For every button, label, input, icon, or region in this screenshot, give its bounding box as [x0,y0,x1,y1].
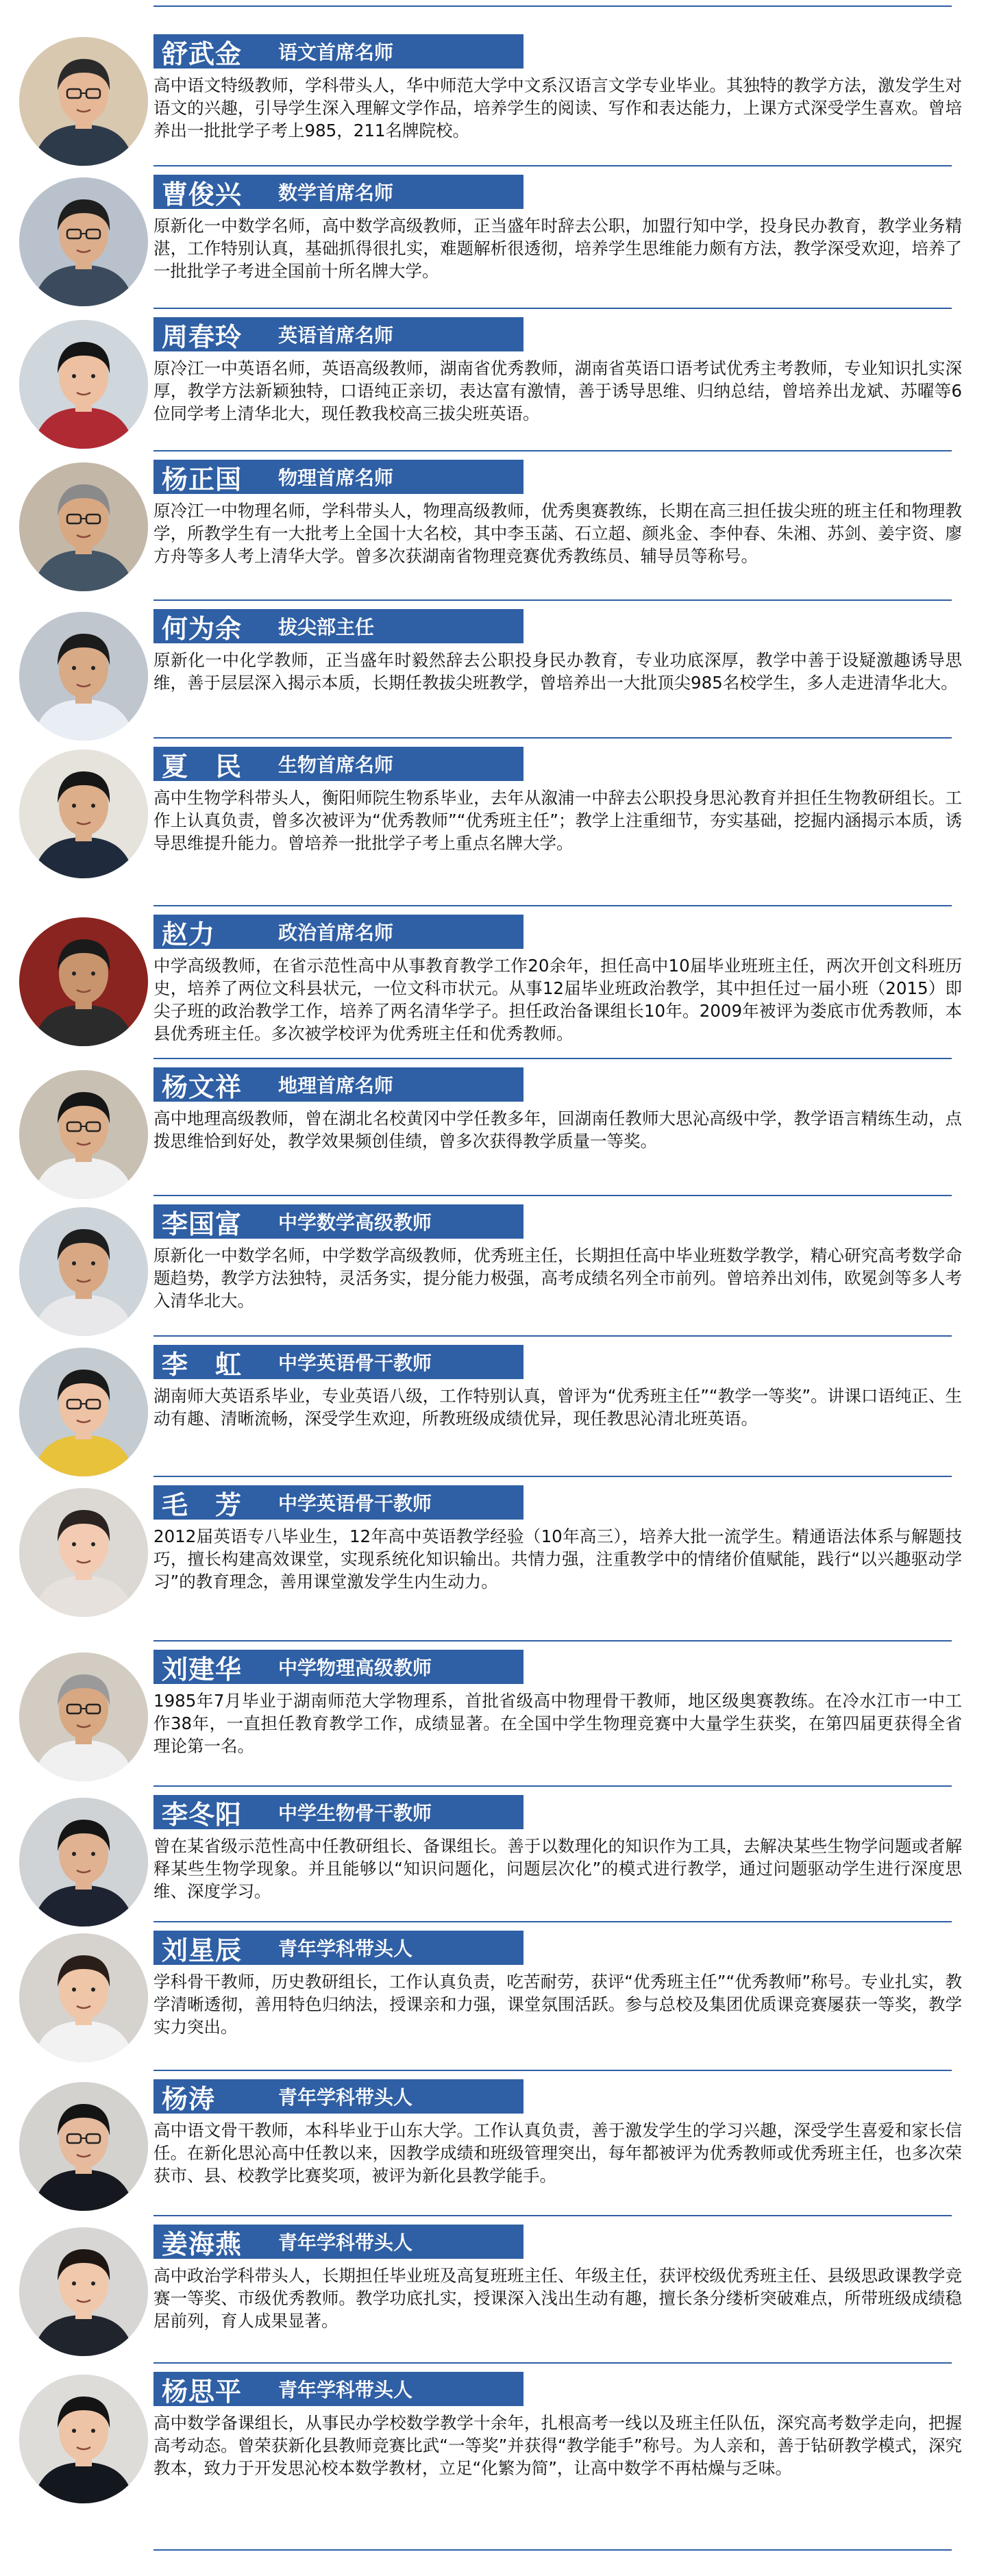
portrait-image [19,1070,148,1199]
teacher-name: 李 虹 [162,1349,243,1380]
portrait-image [19,1933,148,2062]
teacher-bio: 高中数学备课组长，从事民办学校数学教学十余年，扎根高考一线以及班主任队伍，深究高考数学走向，把握高考动态。曾荣获新化县教师竞赛比武“一等奖”并获得“教学能手”称号。为人亲和，善于钻研教学模式，深究教本，致力于开发思沁校本数学教材，立足“化繁为简”，让高中数学不再枯燥与乏味。 [153,2413,962,2478]
teacher-bio: 学科骨干教师，历史教研组长，工作认真负责，吃苦耐劳，获评“优秀班主任”“优秀教师”称号。专业扎实，教学清晰透彻，善用特色归纳法，授课亲和力强，课堂氛围活跃。参与总校及集团优质课竞赛屡获一等奖，教学实力突出。 [153,1972,962,2037]
teacher-title: 中学物理高级教师 [278,1657,432,1679]
teacher-bio: 高中地理高级教师，曾在湖北名校黄冈中学任教多年，回湖南任教师大思沁高级中学，教学语言精练生动，点拨思维恰到好处，教学效果频创佳绩，曾多次获得教学质量一等奖。 [153,1109,962,1151]
teacher-name: 李国富 [162,1209,243,1239]
teacher-header-bar [153,1204,523,1239]
teacher-header-bar [153,915,523,949]
teacher-bio: 湖南师大英语系毕业，专业英语八级，工作特别认真，曾评为“优秀班主任”“教学一等奖”。讲课口语纯正、生动有趣、清晰流畅，深受学生欢迎，所教班级成绩优异，现任教思沁清北班英语。 [153,1386,962,1428]
section-divider [153,1058,952,1059]
section-divider [153,2070,952,2071]
teacher-bio: 原新化一中数学名师，中学数学高级教师，优秀班主任，长期担任高中毕业班数学教学，精心研究高考数学命题趋势，教学方法独特，灵活务实，提分能力极强，高考成绩名列全市前列。曾培养出刘伟，欧冕剑等多人考入清华北大。 [153,1246,962,1311]
portrait-image [19,917,148,1046]
teacher-name: 杨正国 [162,464,243,495]
portrait-image [19,177,148,306]
portrait-image [19,1348,148,1476]
portrait-image [19,462,148,591]
portrait-image [19,1652,148,1781]
section-divider [153,599,952,601]
teacher-header-bar [153,34,523,69]
teacher-title: 中学英语骨干教师 [278,1492,432,1515]
teacher-avatar [19,612,148,741]
teacher-avatar [19,1652,148,1781]
teacher-bio: 高中政治学科带头人，长期担任毕业班及高复班班主任、年级主任，获评校级优秀班主任、县级思政课教学竞赛一等奖、市级优秀教师。教学功底扎实，授课深入浅出生动有趣，擅长条分缕析突破难点，所带班级成绩稳居前列，育人成果显著。 [153,2266,962,2331]
teacher-title: 英语首席名师 [278,324,394,347]
teacher-bio: 高中生物学科带头人，衡阳师院生物系毕业，去年从溆浦一中辞去公职投身思沁教育并担任生物教研组长。工作上认真负责，曾多次被评为“优秀教师”“优秀班主任”；教学上注重细节，夯实基础，挖掘内涵揭示本质，诱导思维提升能力。曾培养一批批学子考上重点名牌大学。 [153,788,962,853]
teacher-bio: 原新化一中数学名师，高中数学高级教师，正当盛年时辞去公职，加盟行知中学，投身民办教育，教学业务精湛，工作特别认真，基础抓得很扎实，难题解析很透彻，培养学生思维能力颇有方法，教学深受欢迎，培养了一批批学子考进全国前十所名牌大学。 [153,216,962,281]
section-divider [153,737,952,739]
teacher-name: 周春玲 [162,321,243,352]
teacher-header-bar [153,609,523,643]
teacher-bio: 中学高级教师，在省示范性高中从事教育教学工作20余年，担任高中10届毕业班班主任，两次开创文科班历史，培养了两位文科县状元，一位文科市状元。从事12届毕业班政治教学，其中担任过一届小班（2015）即尖子班的政治教学工作，培养了两名清华学子。担任政治备课组长10年。2009年被评为娄底市优秀教师，本县优秀班主任。多次被学校评为优秀班主任和优秀教师。 [153,956,962,1043]
teacher-title: 青年学科带头人 [278,2086,413,2109]
teacher-avatar [19,1348,148,1476]
teacher-bio: 原冷江一中物理名师，学科带头人，物理高级教师，优秀奥赛教练，长期在高三担任拔尖班的班主任和物理教学，所教学生有一大批考上全国十大名校，其中李玉菡、石立超、颜兆金、李仲春、朱湘、苏剑、姜宇资、廖方舟等多人考上清华大学。曾多次获湖南省物理竞赛优秀教练员、辅导员等称号。 [153,501,962,566]
teacher-avatar [19,1488,148,1617]
portrait-image [19,1207,148,1336]
section-divider [153,1195,952,1196]
teacher-name: 舒武金 [162,38,243,69]
teacher-avatar [19,37,148,166]
teacher-name: 夏 民 [162,751,243,782]
teacher-title: 物理首席名师 [278,467,394,489]
section-divider [153,308,952,309]
portrait-image [19,1798,148,1927]
teacher-avatar [19,1933,148,2062]
section-divider [153,1335,952,1337]
teacher-name: 杨文祥 [162,1072,243,1102]
teacher-bio: 原冷江一中英语名师，英语高级教师，湖南省优秀教师，湖南省英语口语考试优秀主考教师，专业知识扎实深厚，教学方法新颖独特，口语纯正亲切，表达富有激情，善于诱导思维、归纳总结，曾培养出龙斌、苏曜等6位同学考上清华北大，现任教我校高三拔尖班英语。 [153,358,962,423]
teacher-bio: 高中语文特级教师，学科带头人，华中师范大学中文系汉语言文学专业毕业。其独特的教学方法，激发学生对语文的兴趣，引导学生深入理解文学作品，培养学生的阅读、写作和表达能力，上课方式深受学生喜欢。曾培养出一批批学子考上985，211名牌院校。 [153,75,962,140]
teacher-title: 青年学科带头人 [278,1937,413,1960]
teacher-header-bar [153,1067,523,1102]
teacher-title: 生物首席名师 [278,754,394,776]
teacher-avatar [19,2082,148,2211]
portrait-image [19,750,148,878]
teacher-header-bar [153,460,523,494]
teacher-avatar [19,462,148,591]
portrait-image [19,2227,148,2356]
teacher-avatar [19,2375,148,2503]
teacher-avatar [19,177,148,306]
teacher-name: 李冬阳 [162,1799,243,1830]
section-divider [153,1476,952,1477]
teacher-header-bar [153,2079,523,2114]
teacher-avatar [19,320,148,449]
teacher-title: 中学数学高级教师 [278,1211,432,1234]
teacher-header-bar [153,2372,523,2406]
portrait-image [19,612,148,741]
top-divider [153,5,952,7]
teacher-title: 青年学科带头人 [278,2231,413,2254]
teacher-title: 政治首席名师 [278,921,394,944]
teacher-header-bar [153,317,523,351]
teacher-title: 数学首席名师 [278,182,394,204]
section-divider [153,1640,952,1642]
section-divider [153,2362,952,2364]
teacher-header-bar [153,1485,523,1520]
portrait-image [19,37,148,166]
teacher-title: 拔尖部主任 [278,616,375,639]
teacher-name: 刘建华 [162,1654,243,1685]
section-divider [153,905,952,906]
teacher-name: 何为余 [162,613,243,644]
teacher-title: 语文首席名师 [278,41,394,64]
section-divider [153,2215,952,2216]
portrait-image [19,320,148,449]
section-divider [153,165,952,166]
section-divider [153,1921,952,1922]
teacher-name: 曹俊兴 [162,179,243,210]
teacher-header-bar [153,1795,523,1829]
teacher-header-bar [153,1650,523,1684]
teacher-name: 杨涛 [162,2083,216,2114]
teacher-name: 赵力 [162,919,216,950]
teacher-header-bar [153,747,523,781]
teacher-header-bar [153,1345,523,1379]
teacher-bio: 原新化一中化学教师，正当盛年时毅然辞去公职投身民办教育，专业功底深厚，教学中善于设疑激趣诱导思维，善于层层深入揭示本质，长期任教拔尖班教学，曾培养出一大批顶尖985名校学生，多人走进清华北大。 [153,650,962,693]
teacher-header-bar [153,175,523,209]
teacher-title: 青年学科带头人 [278,2379,413,2401]
teacher-title: 中学生物骨干教师 [278,1802,432,1824]
teacher-header-bar [153,2225,523,2259]
portrait-image [19,2082,148,2211]
teacher-header-bar [153,1931,523,1965]
teacher-bio: 2012届英语专八毕业生，12年高中英语教学经验（10年高三），培养大批一流学生。精通语法体系与解题技巧，擅长构建高效课堂，实现系统化知识输出。共情力强，注重教学中的情绪价值赋能，践行“以兴趣驱动学习”的教育理念，善用课堂激发学生内生动力。 [153,1526,962,1592]
teacher-avatar [19,1798,148,1927]
teacher-bio: 高中语文骨干教师，本科毕业于山东大学。工作认真负责，善于激发学生的学习兴趣，深受学生喜爱和家长信任。在新化思沁高中任教以来，因教学成绩和班级管理突出，每年都被评为优秀教师或优秀班主任，也多次荣获市、县、校教学比赛奖项，被评为新化县教学能手。 [153,2120,962,2185]
portrait-image [19,2375,148,2503]
teacher-title: 中学英语骨干教师 [278,1352,432,1374]
teacher-avatar [19,1070,148,1199]
section-divider [153,450,952,451]
portrait-image [19,1488,148,1617]
teacher-avatar [19,917,148,1046]
teacher-avatar [19,2227,148,2356]
teacher-bio: 1985年7月毕业于湖南师范大学物理系，首批省级高中物理骨干教师，地区级奥赛教练。在冷水江市一中工作38年，一直担任教育教学工作，成绩显著。在全国中学生物理竞赛中大量学生获奖，在第四届更获得全省理论第一名。 [153,1691,962,1756]
teacher-avatar [19,750,148,878]
teacher-bio: 曾在某省级示范性高中任教研组长、备课组长。善于以数理化的知识作为工具，去解决某些生物学问题或者解释某些生物学现象。并且能够以“知识问题化，问题层次化”的模式进行教学，通过问题驱动学生进行深度思维、深度学习。 [153,1836,962,1901]
teacher-avatar [19,1207,148,1336]
teacher-name: 杨思平 [162,2376,243,2407]
teacher-name: 姜海燕 [162,2229,243,2259]
teacher-name: 毛 芳 [162,1489,243,1520]
teacher-title: 地理首席名师 [278,1074,394,1097]
teacher-name: 刘星辰 [162,1935,243,1966]
section-divider [153,1785,952,1787]
section-divider [153,2549,952,2551]
